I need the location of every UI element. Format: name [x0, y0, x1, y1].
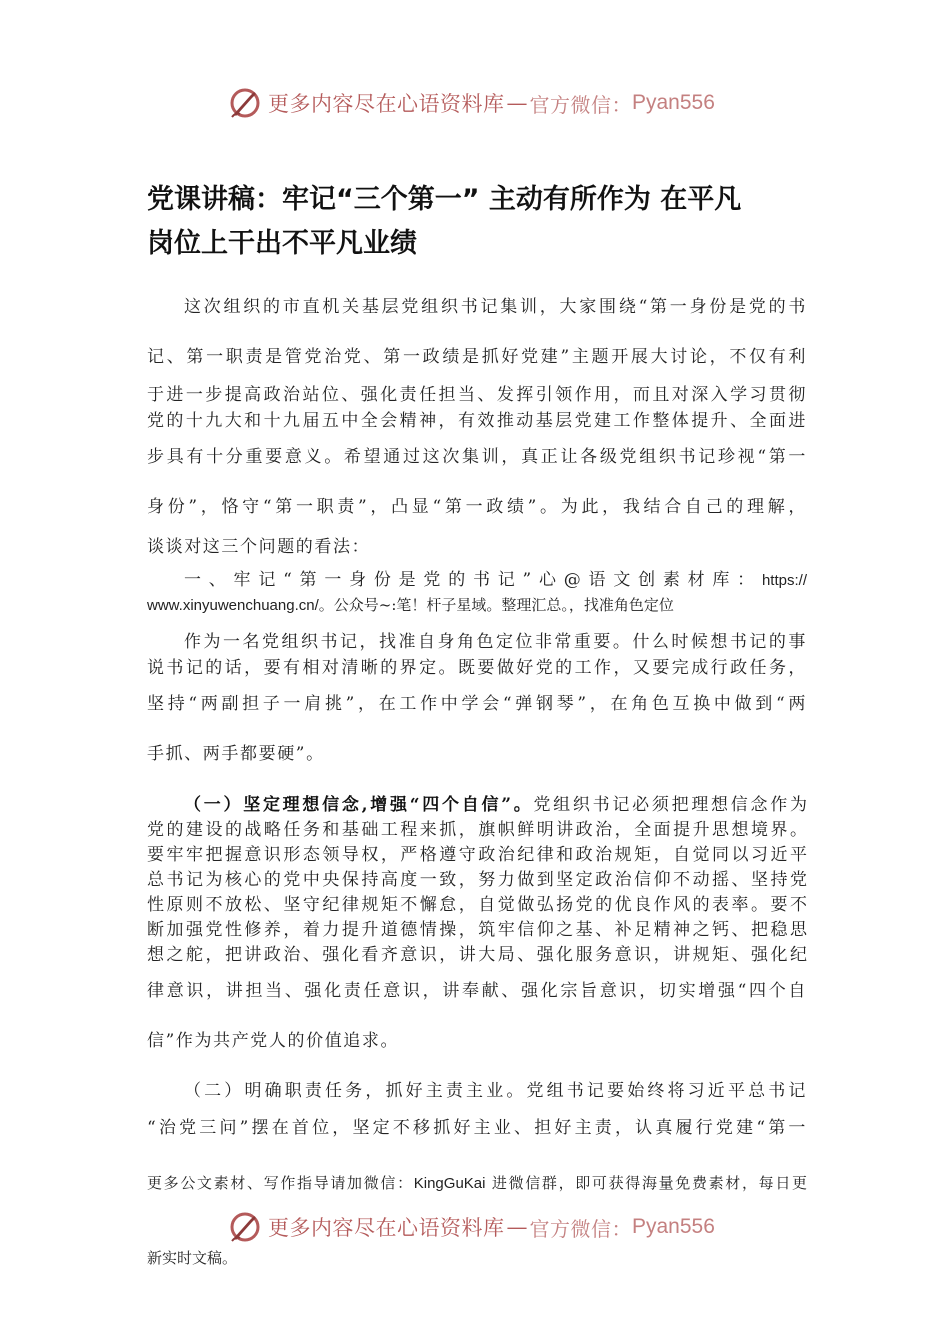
- section1-para-line-4: 手抓、两手都要硬”。: [147, 744, 325, 764]
- title-line-2: 岗位上干出不平凡业绩: [147, 228, 417, 259]
- sub1-heading: （一）坚定理想信念,增强“四个自信”。: [184, 795, 534, 815]
- section1-para-line-3: 坚持“两副担子一肩挑”，在工作中学会“弹钢琴”，在角色互换中做到“两: [147, 694, 807, 714]
- banner-text: 更多内容尽在心语资料库: [268, 1216, 505, 1240]
- footer-wechat-id: KingGuKai: [413, 1175, 486, 1192]
- section1-heading-rest: 。公众号~:笔！杆子星域。整理汇总。，找准角色定位: [318, 596, 674, 614]
- sub1-line-4: 总书记为核心的党中央保持高度一致，努力做到坚定政治信仰不动摇、坚持党: [147, 870, 807, 890]
- intro-line-5: 步具有十分重要意义。希望通过这次集训，真正让各级党组织书记珍视“第一: [147, 447, 807, 467]
- sub1-line-6: 断加强党性修养，着力提升道德情操，筑牢信仰之基、补足精神之钙、把稳思: [147, 920, 807, 940]
- intro-line-2: 记、第一职责是管党治党、第一政绩是抓好党建”主题开展大讨论，不仅有利: [147, 347, 807, 367]
- sub1-line-1: [184, 794, 807, 816]
- page-title: [147, 178, 807, 266]
- banner-wechat-id: Pyan556: [632, 1215, 715, 1238]
- banner-text: 更多内容尽在心语资料库: [268, 92, 505, 116]
- banner-separator: —: [506, 1215, 528, 1239]
- sub1-line-7: 想之舵，把讲政治、强化看齐意识，讲大局、强化服务意识，讲规矩、强化纪: [147, 945, 807, 965]
- sub2-line-2: “治党三问”摆在首位，坚定不移抓好主业、担好主责，认真履行党建“第一: [147, 1118, 807, 1138]
- sub1-line-1-rest: 党组织书记必须把理想信念作为: [533, 795, 807, 815]
- brush-logo-icon: [228, 86, 262, 120]
- section1-heading-url[interactable]: www.xinyuwenchuang.cn/: [147, 597, 319, 614]
- footer-banner: [228, 1208, 715, 1246]
- section1-heading-url-start[interactable]: https://: [761, 572, 807, 589]
- intro-line-1: 这次组织的市直机关基层党组织书记集训，大家围绕“第一身份是党的书: [184, 297, 807, 317]
- sub1-line-3: 要牢牢把握意识形态领导权，严格遵守政治纪律和政治规矩，自觉同以习近平: [147, 845, 807, 865]
- sub1-line-2: 党的建设的战略任务和基础工程来抓，旗帜鲜明讲政治，全面提升思想境界。: [147, 820, 807, 840]
- brush-logo-icon: [228, 1210, 262, 1244]
- banner-separator: —: [506, 91, 528, 115]
- header-banner: [228, 84, 715, 122]
- footer-text-a: 更多公文素材、写作指导请加微信：: [147, 1174, 414, 1192]
- intro-line-7: 谈谈对这三个问题的看法：: [147, 537, 371, 557]
- footer-text-b: 进微信群，即可获得海量免费素材，每日更: [485, 1174, 807, 1192]
- footer-line-1: [147, 1172, 807, 1195]
- sub1-line-9: 信”作为共产党人的价值追求。: [147, 1031, 400, 1051]
- footer-line-2: 新实时文稿。: [147, 1249, 238, 1267]
- section1-heading-line-1: [184, 569, 807, 592]
- section1-para-line-2: 说书记的话，要有相对清晰的界定。既要做好党的工作，又要完成行政任务，: [147, 658, 807, 678]
- section1-para-line-1: 作为一名党组织书记，找准自身角色定位非常重要。什么时候想书记的事: [184, 632, 807, 652]
- banner-wechat-id: Pyan556: [632, 91, 715, 114]
- title-line-1: 党课讲稿：牢记“三个第一” 主动有所作为 在平凡: [147, 184, 742, 215]
- sub2-line-1: （二）明确职责任务，抓好主责主业。党组书记要始终将习近平总书记: [184, 1081, 807, 1101]
- section1-heading-line-2: [147, 594, 807, 617]
- intro-line-4: 党的十九大和十九届五中全会精神，有效推动基层党建工作整体提升、全面进: [147, 411, 807, 431]
- banner-wechat-label: 官方微信：: [529, 92, 632, 117]
- sub1-line-5: 性原则不放松、坚守纪律规矩不懈怠，自觉做弘扬党的优良作风的表率。要不: [147, 895, 807, 915]
- intro-line-3: 于进一步提高政治站位、强化责任担当、发挥引领作用，而且对深入学习贯彻: [147, 385, 807, 405]
- section1-heading-text: 一、牢记“第一身份是党的书记”心@语文创素材库：: [184, 570, 762, 590]
- banner-wechat-label: 官方微信：: [529, 1216, 632, 1241]
- sub1-line-8: 律意识，讲担当、强化责任意识，讲奉献、强化宗旨意识，切实增强“四个自: [147, 981, 807, 1001]
- intro-line-6: 身份”，恪守“第一职责”，凸显“第一政绩”。为此，我结合自己的理解，: [147, 497, 807, 517]
